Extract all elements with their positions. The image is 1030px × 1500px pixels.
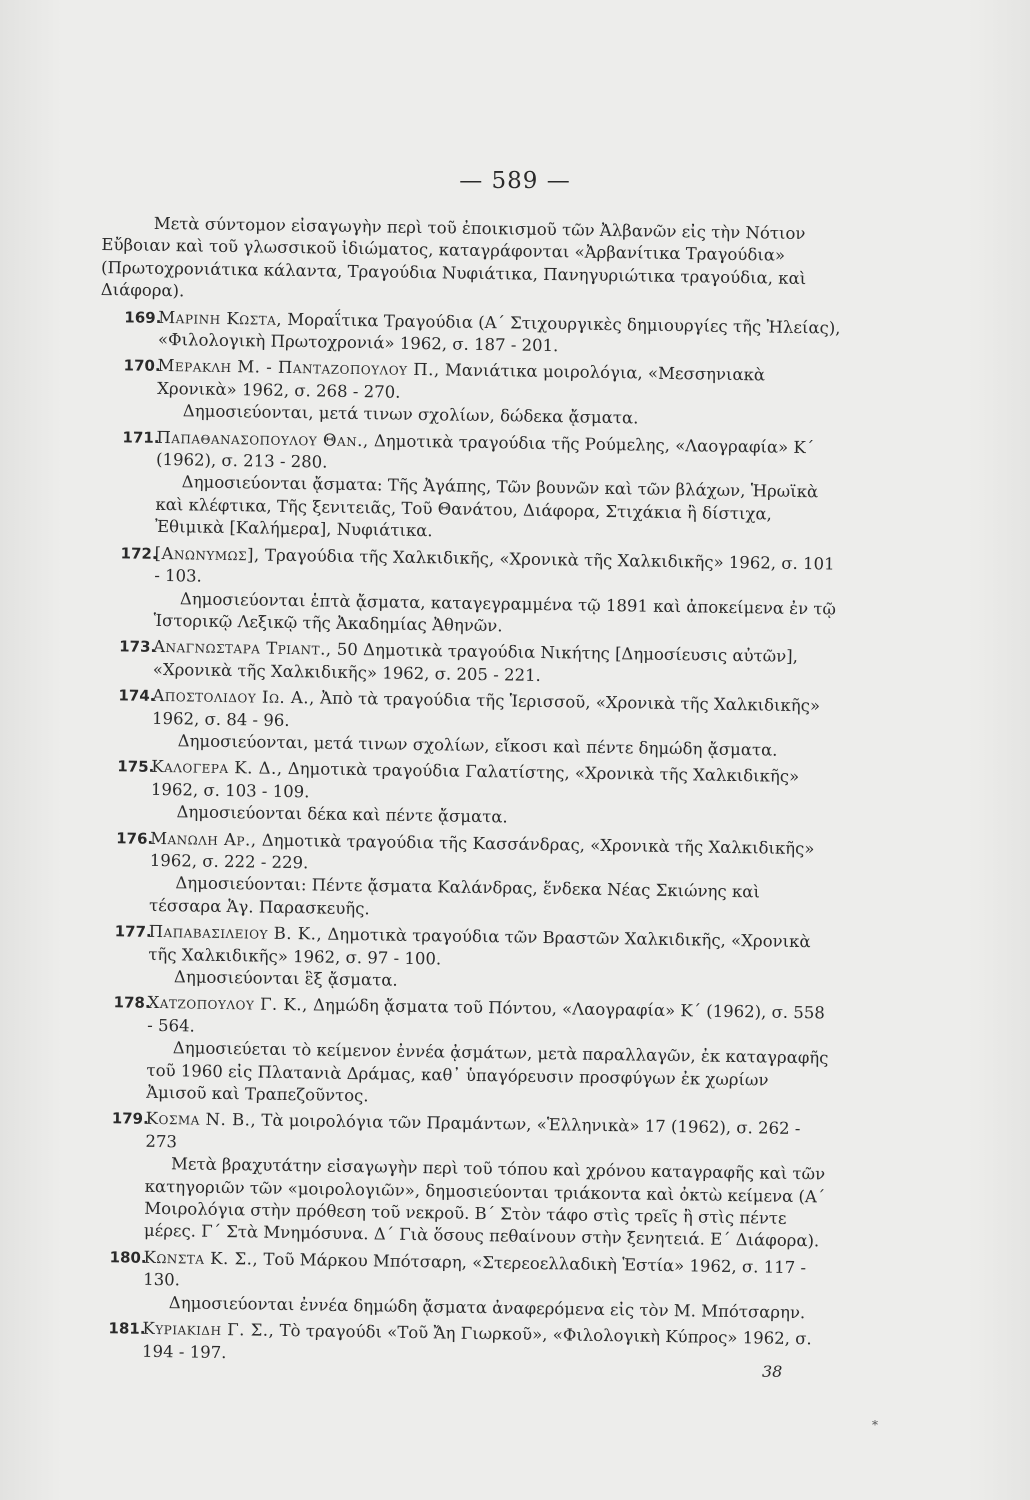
bibliography-entry: [86, 1107, 832, 1253]
entry-note: Δημοσιεύονται, μετά τινων σχολίων, δώδεκα ᾄσματα.: [182, 401, 639, 428]
entry-number: 174.: [118, 686, 156, 706]
entry-body: [142, 1318, 829, 1374]
entry-number: 173.: [119, 637, 157, 657]
bibliography-entry: [91, 826, 836, 927]
entry-number: 181.: [108, 1319, 146, 1338]
entry-note: Δημοσιεύονται δέκα καὶ πέντε ᾄσματα.: [176, 802, 508, 827]
signature-mark: 38: [762, 1362, 783, 1381]
entry-title: Δημοτικὰ τραγούδια τῆς Κασσάνδρας, «Χρονικὰ τῆς Χαλκιδικῆς» 1962, σ. 222 - 229.: [149, 830, 815, 873]
entry-author: Κωνστα Κ. Σ.,: [143, 1247, 259, 1269]
entry-note: Μετὰ βραχυτάτην εἰσαγωγὴν περὶ τοῦ τόπου καὶ χρόνου καταγραφῆς καὶ τῶν κατηγοριῶν τῶν «μοιρολογιῶν», δημοσιεύονται τριάκοντα καὶ ὀκτὼ κείμενα (Α΄ Μοιρολόγια στὴν πρόθεση τοῦ νεκροῦ. Β΄ Στὸν τάφο στὶς τρεῖς ἢ στὶς πέντε μέρες. Γ΄ Στὰ Μνημόσυνα. Δ΄ Γιὰ ὅσους πεθαίνουν στὴν ξενητειά. Ε΄ Διάφορα).: [143, 1154, 826, 1251]
bibliography-entry: [90, 920, 835, 999]
bibliography-entry: [97, 426, 843, 550]
bibliography-entry: [92, 755, 837, 834]
smudge-mark: *: [872, 1418, 878, 1432]
entry-note: Δημοσιεύονται ἐννέα δημώδη ᾄσματα ἀναφερόμενα εἰς τὸν Μ. Μπότσαρην.: [168, 1292, 806, 1322]
entry-number: 172.: [120, 544, 158, 563]
bibliography-entry: [85, 1246, 830, 1325]
bibliography-entry: [84, 1317, 829, 1373]
entry-title: Δημοτικὰ τραγούδια τῶν Βραστῶν Χαλκιδικῆς, «Χρονικὰ τῆς Χαλκιδικῆς» 1962, σ. 97 - 100.: [148, 924, 811, 969]
bibliography-entry: [95, 542, 840, 643]
entry-number: 176.: [116, 828, 154, 848]
entry-note: Δημοσιεύονται ᾄσματα: Τῆς Ἀγάπης, Τῶν βουνῶν καὶ τῶν βλάχων, Ἡρωϊκὰ καὶ κλέφτικα, Τῆς ξενιτειᾶς, Τοῦ Θανάτου, Διάφορα, Στιχάκια ἢ δίστιχα, Ἐθιμικὰ [Καλήμερα], Νυφιάτικα.: [154, 472, 819, 541]
entry-title: Δημώδη ᾄσματα τοῦ Πόντου, «Λαογραφία» Κ΄ (1962), σ. 558 - 564.: [147, 995, 825, 1036]
entry-author: Κυριακιδη Γ. Σ.,: [142, 1318, 275, 1340]
entry-note: Δημοσιεύονται, μετά τινων σχολίων, εἴκοσι καὶ πέντε δημώδη ᾄσματα.: [177, 731, 778, 760]
entry-number: 177.: [114, 922, 152, 942]
page-number: — 589 —: [459, 168, 571, 194]
bibliography-entry: [99, 354, 844, 433]
entry-title: 50 Δημοτικὰ τραγούδια Νικήτης [Δημοσίευσις αὐτῶν], «Χρονικὰ τῆς Χαλκιδικῆς» 1962, σ. 205 - 221.: [152, 640, 799, 685]
entry-note: Δημοσιεύονται ἑπτὰ ᾄσματα, καταγεγραμμένα τῷ 1891 καὶ ἀποκείμενα ἐν τῷ Ἱστορικῷ Λεξικῷ τῆς Ἀκαδημίας Ἀθηνῶν.: [153, 588, 837, 636]
bibliography-entry: [94, 684, 839, 763]
entry-body: [158, 307, 845, 363]
entry-title: Τοῦ Μάρκου Μπότσαρη, «Στερεοελλαδικὴ Ἑστία» 1962, σ. 117 - 130.: [143, 1249, 807, 1290]
entry-title: Δημοτικὰ τραγούδια Γαλατίστης, «Χρονικὰ τῆς Χαλκιδικῆς» 1962, σ. 103 - 109.: [150, 759, 800, 802]
entry-note: Δημοσιεύονται: Πέντε ᾄσματα Καλάνδρας, ἕνδεκα Νέας Σκιώνης καὶ τέσσαρα Ἁγ. Παρασκευῆς.: [148, 873, 761, 919]
entry-author: Κοσμα Ν. Β.,: [145, 1109, 257, 1130]
entry-note: Δημοσιεύονται ἓξ ᾄσματα.: [173, 967, 398, 990]
entry-title: Δημοτικὰ τραγούδια τῆς Ρούμελης, «Λαογραφία» Κ΄ (1962), σ. 213 - 280.: [155, 430, 815, 472]
entry-title: Τὰ μοιρολόγια τῶν Πραμάντων, «Ἑλληνικὰ» 17 (1962), σ. 262 - 273: [145, 1111, 801, 1152]
entry-title: Τὸ τραγούδι «Τοῦ Ἄη Γιωρκοῦ», «Φιλολογικὴ Κύπρος» 1962, σ. 194 - 197.: [141, 1321, 812, 1362]
entry-author: Καλογερα Κ. Δ.,: [151, 757, 283, 779]
entry-citation: [95, 635, 840, 691]
entry-title: Ἀπὸ τὰ τραγούδια τῆς Ἱερισσοῦ, «Χρονικὰ τῆς Χαλκιδικῆς» 1962, σ. 84 - 96.: [151, 688, 821, 730]
entry-number: 180.: [109, 1248, 147, 1267]
entry-author: Μερακλη Μ. - Πανταζοπουλου Π.,: [157, 356, 440, 380]
entry-number: 179.: [111, 1109, 149, 1129]
entry-title: Τραγούδια τῆς Χαλκιδικῆς, «Χρονικὰ τῆς Χαλκιδικῆς» 1962, σ. 101 - 103.: [154, 545, 835, 586]
entry-number: 169.: [124, 307, 162, 327]
entry-citation: [84, 1317, 829, 1373]
entry-author: Παπαθανασοπουλου Θαν.,: [156, 427, 369, 450]
entry-number: 170.: [123, 356, 161, 376]
entry-number: 178.: [113, 993, 151, 1013]
entry-author: Μανωλη Αρ.,: [150, 828, 257, 850]
entry-citation: [100, 306, 845, 362]
entry-author: Μαρινη Κωστα,: [158, 307, 283, 329]
entry-author: Χατζοπουλου Γ. Κ.,: [147, 993, 308, 1015]
entry-author: [Ανωνυμως],: [154, 543, 260, 565]
entry-title: Μανιάτικα μοιρολόγια, «Μεσσηνιακὰ Χρονικὰ» 1962, σ. 268 - 270.: [157, 360, 766, 402]
bibliography-content: [84, 212, 846, 1373]
entry-body: [153, 636, 840, 692]
entry-author: Παπαβασιλειου Β. Κ.,: [148, 922, 323, 944]
entry-number: 175.: [117, 757, 155, 777]
entry-list: [84, 306, 844, 1374]
entry-author: Αναγνωσταρα Τριαντ.,: [153, 637, 332, 659]
entry-number: 171.: [122, 428, 160, 447]
intro-paragraph: Μετὰ σύντομον εἰσαγωγὴν περὶ τοῦ ἐποικισμοῦ τῶν Ἀλβανῶν εἰς τὴν Νότιον Εὔβοιαν καὶ τοῦ γλωσσικοῦ ἰδιώματος, καταγράφονται «Ἀρβανίτικα Τραγούδια» (Πρωτοχρονιάτικα κάλαντα, Τραγούδια Νυφιάτικα, Πανηγυριώτικα τραγούδια, καὶ Διάφορα).: [100, 213, 807, 301]
bibliography-entry: [88, 991, 834, 1115]
entry-author: Αποστολιδου Ιω. Α.,: [152, 685, 316, 708]
entry-note: Δημοσιεύεται τὸ κείμενον ἐννέα ᾀσμάτων, μετὰ παραλλαγῶν, ἐκ καταγραφῆς τοῦ 1960 εἰς Πλατανιὰ Δράμας, καθ᾽ ὑπαγόρευσιν προσφύγων ἐκ χωρίων Ἀμισοῦ καὶ Τραπεζοῦντος.: [146, 1038, 829, 1106]
bibliography-entry: [95, 635, 840, 691]
bibliography-entry: [100, 306, 845, 362]
entry-title: Μοραΐτικα Τραγούδια (Α΄ Στιχουργικὲς δημιουργίες τῆς Ἠλείας), «Φιλολογικὴ Πρωτοχρονιά» 1962, σ. 187 - 201.: [157, 309, 841, 356]
